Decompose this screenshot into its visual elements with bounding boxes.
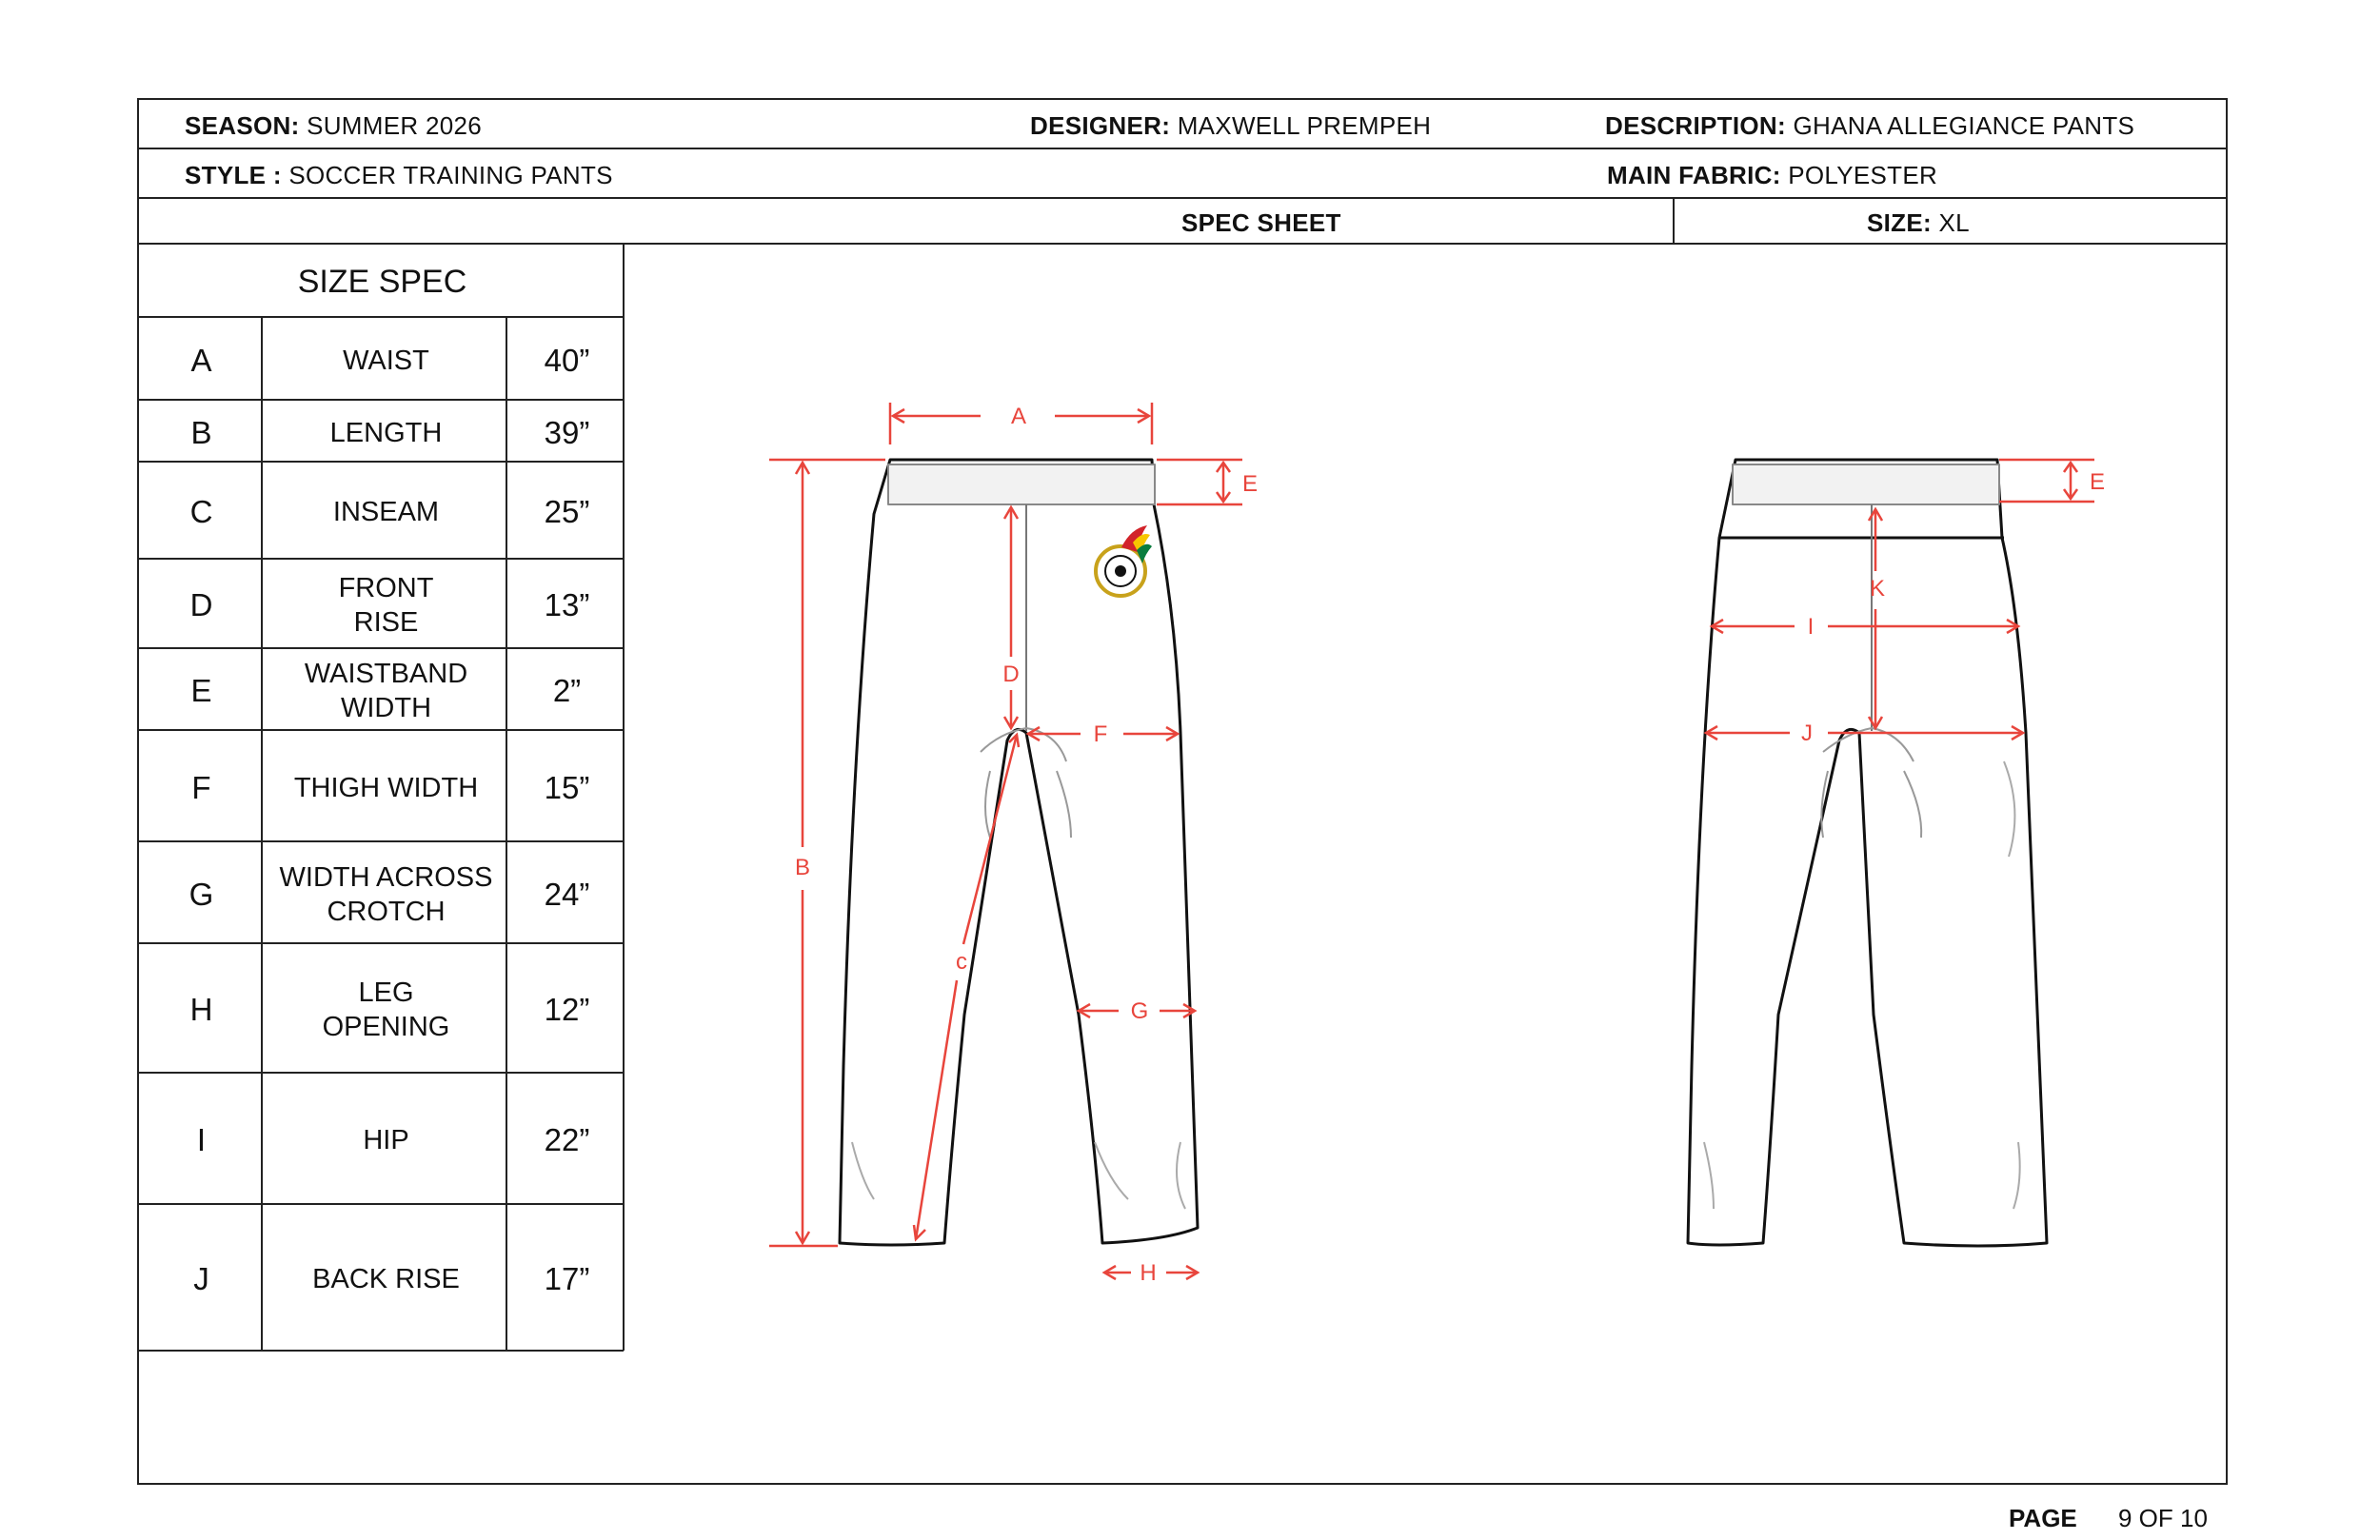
spec-name-line: CROTCH: [327, 896, 446, 927]
label-e-back: E: [2090, 469, 2106, 495]
spec-code-text: F: [191, 769, 211, 805]
spec-code-text: A: [190, 342, 212, 378]
size-spec-title: SIZE SPEC: [297, 263, 467, 300]
spec-name-line: FRONT: [338, 573, 434, 603]
spec-name-line: LENGTH: [329, 417, 443, 448]
spec-name-line: LEG: [358, 977, 414, 1008]
ghana-crest-logo: [1096, 525, 1152, 596]
spec-name-line: HIP: [363, 1125, 409, 1155]
spec-name-line: WIDTH ACROSS: [279, 861, 493, 893]
spec-value-text: 15”: [544, 769, 590, 805]
spec-value-text: 39”: [544, 414, 590, 450]
spec-code-text: J: [193, 1261, 209, 1296]
page-footer: [2009, 1504, 2208, 1533]
spec-code-text: E: [190, 673, 212, 708]
label-g: G: [1130, 998, 1149, 1024]
front-waistband: [888, 464, 1155, 504]
label-a: A: [1010, 404, 1027, 429]
spec-code-text: B: [190, 414, 212, 450]
back-pants: [1688, 460, 2047, 1246]
back-waistband: [1733, 464, 1999, 504]
season-value: SUMMER 2026: [307, 111, 483, 140]
label-c: c: [956, 949, 967, 975]
spec-name-line: OPENING: [322, 1012, 450, 1042]
spec-value-text: 17”: [544, 1261, 590, 1296]
spec-code-text: G: [188, 876, 214, 912]
style-label: STYLE :: [185, 161, 282, 189]
spec-value-text: 13”: [544, 587, 590, 622]
spec-name-line: WIDTH: [340, 693, 432, 723]
spec-name-line: WAISTBAND: [304, 659, 468, 689]
label-h: H: [1140, 1260, 1157, 1286]
fabric-value: POLYESTER: [1788, 161, 1938, 189]
spec-name-line: INSEAM: [332, 497, 440, 527]
spec-code-text: D: [189, 587, 213, 622]
spec-value-text: 22”: [544, 1122, 590, 1157]
spec-value-text: 40”: [544, 342, 590, 378]
spec-name-line: RISE: [353, 607, 419, 638]
season-label: SEASON:: [185, 111, 300, 140]
designer-value: MAXWELL PREMPEH: [1177, 111, 1432, 140]
style-value: SOCCER TRAINING PANTS: [288, 161, 613, 189]
size-label: SIZE:: [1867, 208, 1932, 237]
spec-name-line: WAIST: [343, 345, 429, 376]
spec-code-text: C: [189, 494, 213, 529]
fabric-label: MAIN FABRIC:: [1607, 161, 1781, 189]
spec-code-text: H: [189, 992, 213, 1027]
page-label: PAGE: [2009, 1504, 2077, 1532]
measurement-lines: [769, 403, 2094, 1279]
sheet-title-text: SPEC SHEET: [1181, 208, 1341, 237]
label-b: B: [794, 855, 811, 880]
spec-name-line: THIGH WIDTH: [293, 772, 479, 803]
description-label: DESCRIPTION:: [1605, 111, 1786, 140]
designer-label: DESIGNER:: [1030, 111, 1171, 140]
spec-name-line: BACK RISE: [312, 1264, 460, 1294]
label-e-front: E: [1242, 471, 1259, 497]
spec-value-text: 25”: [544, 494, 590, 529]
label-i: I: [1807, 614, 1815, 640]
page-value: 9 OF 10: [2118, 1504, 2208, 1532]
spec-code-text: I: [196, 1122, 207, 1157]
label-k: K: [1869, 576, 1886, 602]
label-j: J: [1801, 721, 1813, 746]
spec-value-text: 24”: [544, 876, 590, 912]
spec-value-text: 2”: [552, 673, 582, 708]
spec-table-lines: [137, 243, 624, 1351]
label-f: F: [1093, 721, 1108, 747]
spec-value-text: 12”: [544, 992, 590, 1027]
description-value: GHANA ALLEGIANCE PANTS: [1793, 111, 2135, 140]
size-value: XL: [1938, 208, 1970, 237]
back-pants-outline: [1688, 460, 2047, 1246]
label-d: D: [1002, 661, 1020, 687]
